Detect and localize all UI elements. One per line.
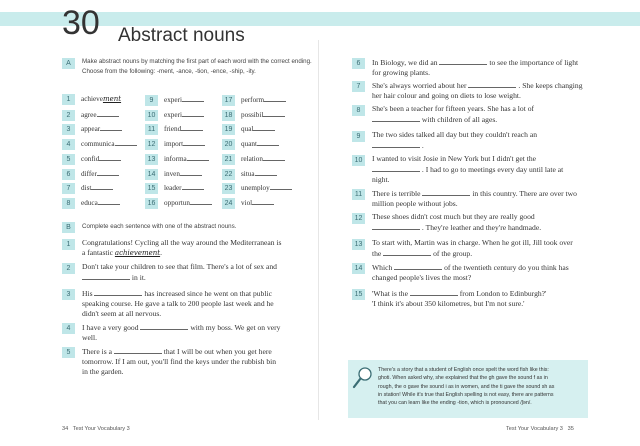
sentence-line [82,322,328,333]
sentence-text: her hair colour and going on diets to lose weight. [372,91,521,100]
sentence-line [82,248,328,258]
match-item [62,123,122,135]
sentence-line [372,57,618,68]
answer-blank[interactable] [410,288,458,296]
word-stem: communica [81,140,115,149]
answer-blank[interactable] [257,138,279,146]
sentence-line [82,288,328,299]
word-stem: experi [164,110,182,119]
item-number-badge: 24 [222,198,235,209]
sentence-text: Which [372,263,393,272]
answer-blank[interactable] [394,262,442,270]
match-item [222,109,285,121]
answer-blank[interactable] [94,288,142,296]
sentence-text: that I will be out when you get here [163,347,272,356]
answer-blank[interactable] [255,168,277,176]
sentence-text: She's always worried about her [372,81,467,90]
sentence-text: to see the importance of light [489,58,579,67]
item-number-badge: 21 [222,154,235,165]
word-stem: situa [241,169,255,178]
sentence-text: with children of all ages. [421,115,498,124]
sentence-line [372,68,618,78]
tip-line: There's a story that a student of English once spelt the word fish like this: [378,367,549,373]
left-page-number: 34 [62,426,69,432]
sentence-line [82,333,328,343]
item-number-badge: 11 [145,124,158,135]
word-stem: friend [164,125,182,134]
match-item [62,109,119,121]
item-number-badge: 3 [62,124,75,135]
word-stem: unemploy [241,184,270,193]
tip-line: in station! While it's true that English spelling is not easy, there are patterns [378,391,554,398]
sentence-text: for growing plants. [372,68,430,77]
match-item [222,168,277,180]
item-number-badge: 8 [62,198,75,209]
sentence-line [372,80,618,91]
word-stem: quant [241,140,257,149]
answer-blank[interactable] [372,164,420,172]
exercise-sentence [82,288,328,319]
sentence-text: in the garden. [82,367,124,376]
answer-blank[interactable] [181,123,203,131]
word-stem: confid [81,154,100,163]
match-item [222,94,286,106]
answer-blank[interactable] [253,123,275,131]
sentence-line [82,357,328,367]
item-number-badge: 5 [62,154,75,165]
answer-blank[interactable] [140,322,188,330]
sentence-text: a fantastic [82,248,113,257]
section-b-badge: B [62,222,75,233]
match-item [222,197,274,209]
exercise-sentence [372,130,618,151]
item-number-badge: 15 [145,183,158,194]
item-number-badge: 23 [222,183,235,194]
item-number-badge: 4 [62,323,75,334]
word-stem: educa [81,198,98,207]
tip-line: that you can learn like the ending -tion, which is pronounced /ʃən/. [378,400,532,407]
sentence-text: in this country. There are over two [472,189,577,198]
sentence-text: well. [82,333,97,342]
answer-blank[interactable] [182,109,204,117]
answer-blank[interactable] [383,248,431,256]
sentence-text: . [421,141,424,150]
sentence-text: Congratulations! Cycling all the way around the Mediterranean is [82,238,282,247]
item-number-badge: 9 [352,131,365,142]
sentence-line [372,238,618,248]
item-number-badge: 7 [352,81,365,92]
tip-text [378,366,582,407]
answer-blank[interactable] [264,94,286,102]
magnifier-icon [352,366,374,390]
sentence-text: There is a [82,347,112,356]
match-item [62,94,121,105]
answer-blank[interactable] [115,138,137,146]
match-item [145,94,204,106]
answer-blank[interactable] [263,153,285,161]
sentence-text: She's been a teacher for fifteen years. She has a lot of [372,104,535,113]
sentence-line [82,262,328,272]
handwritten-answer: ment [102,95,122,103]
item-number-badge: 16 [145,198,158,209]
item-number-badge: 12 [145,139,158,150]
sentence-line [372,175,618,185]
match-item [222,138,279,150]
word-stem: leader [164,184,182,193]
item-number-badge: 1 [62,239,75,250]
item-number-badge: 18 [222,110,235,121]
sentence-text: speaking course. He gave a talk to 200 people last week and he [82,299,274,308]
sentence-line [82,272,328,283]
answer-blank[interactable] [190,197,212,205]
word-stem: inven [164,169,180,178]
sentence-line [372,154,618,164]
answer-blank[interactable] [183,138,205,146]
sentence-text: These shoes didn't cost much but they are really good [372,212,535,221]
answer-blank[interactable] [182,94,204,102]
sentence-text: has increased since he went on that public [144,289,272,298]
item-number-badge: 6 [352,58,365,69]
sentence-text: in it. [131,273,146,282]
sentence-line [82,346,328,357]
footer-right [506,426,574,432]
sentence-text: Don't take your children to see that film. There's a lot of sex and [82,262,277,271]
exercise-sentence [82,262,328,283]
sentence-text: To start with, Martin was in charge. When he got ill, Jill took over [372,238,573,247]
match-item [62,138,137,150]
answer-blank[interactable] [372,140,420,148]
word-stem: informa [164,154,187,163]
sentence-line [82,238,328,248]
item-number-badge: 14 [352,263,365,274]
answer-blank[interactable] [468,80,516,88]
exercise-sentence [372,238,618,259]
match-item [145,138,205,150]
match-item [145,123,203,135]
word-stem: appear [81,125,101,134]
sentence-line [372,140,618,151]
match-item [62,153,121,165]
item-number-badge: 4 [62,139,75,150]
answer-blank[interactable] [114,346,162,354]
sentence-text: . [160,248,162,257]
sentence-line [372,212,618,222]
word-stem: experi [164,96,182,104]
sentence-text: million people without jobs. [372,199,458,208]
section-b-instruction: Complete each sentence with one of the abstract nouns. [82,223,237,230]
item-number-badge: 9 [145,95,158,106]
sentence-text: . I had to go to meetings every day until late at [421,165,564,174]
unit-number: 30 [62,4,100,42]
exercise-sentence [82,322,328,343]
sentence-line [82,367,328,377]
sentence-text: 'What is the [372,289,408,298]
sentence-line [372,248,618,259]
answer-blank[interactable] [98,197,120,205]
match-item [145,109,204,121]
sentence-line [372,288,618,299]
item-number-badge: 5 [62,347,75,358]
item-number-badge: 3 [62,289,75,300]
sentence-line [372,114,618,125]
item-number-badge: 7 [62,183,75,194]
exercise-sentence [372,80,618,101]
sentence-text: I wanted to visit Josie in New York but I didn't get the [372,154,536,163]
sentence-line [372,273,618,283]
item-number-badge: 22 [222,169,235,180]
sentence-text: His [82,289,93,298]
sentence-text: 'I think it's about 350 kilometres, but I'm not sure.' [372,299,525,308]
sentence-text: of the group. [433,249,473,258]
word-stem: dist [81,184,92,193]
sentence-text: didn't seem at all nervous. [82,309,162,318]
answer-blank[interactable] [91,182,113,190]
answer-blank[interactable] [439,57,487,65]
sentence-text: from London to Edinburgh?' [459,289,547,298]
unit-title: Abstract nouns [118,25,245,46]
item-number-badge: 17 [222,95,235,106]
item-number-badge: 8 [352,105,365,116]
item-number-badge: 10 [145,110,158,121]
item-number-badge: 2 [62,110,75,121]
answer-blank[interactable] [187,153,209,161]
exercise-sentence [372,104,618,125]
exercise-sentence [372,288,618,309]
item-number-badge: 6 [62,169,75,180]
answer-blank[interactable] [252,197,274,205]
right-page-number: 35 [567,426,574,432]
sentence-line [82,299,328,309]
exercise-sentence [82,238,328,258]
sentence-text: the [372,249,382,258]
exercise-sentence [372,262,618,283]
sentence-text: tomorrow. If I am out, you'll find the keys under the rubbish bin [82,357,277,366]
word-stem: import [164,140,184,149]
match-item [62,182,113,194]
sentence-text: with my boss. We get on very [190,323,281,332]
item-number-badge: 20 [222,139,235,150]
sentence-line [372,130,618,140]
answer-blank[interactable] [182,182,204,190]
answer-blank[interactable] [97,109,119,117]
match-item [145,168,202,180]
sentence-text: of the twentieth century do you think has [444,263,569,272]
sentence-line [372,199,618,209]
handwritten-answer: achievement [114,249,161,257]
exercise-sentence [372,57,618,78]
word-stem: agree [81,110,97,119]
exercise-sentence [372,188,618,209]
sentence-text: . They're leather and they're handmade. [421,223,542,232]
item-number-badge: 13 [352,239,365,250]
item-number-badge: 15 [352,289,365,300]
sentence-line [372,91,618,101]
match-item [145,197,212,209]
item-number-badge: 10 [352,155,365,166]
footer-left [62,426,130,432]
sentence-line [372,222,618,233]
word-stem: viol [241,198,253,207]
answer-blank[interactable] [372,222,420,230]
match-item [62,168,119,180]
answer-blank[interactable] [180,168,202,176]
answer-blank[interactable] [100,123,122,131]
item-number-badge: 1 [62,94,75,105]
left-book-title: Test Your Vocabulary 3 [72,426,130,432]
item-number-badge: 19 [222,124,235,135]
answer-blank[interactable] [263,109,285,117]
answer-blank[interactable] [82,272,130,280]
section-a-badge: A [62,58,75,69]
item-number-badge: 2 [62,263,75,274]
word-stem: qual [241,125,254,134]
word-stem: possibil [241,110,264,119]
tip-line: ghoti. When asked why, she explained that the gh gave the sound f as in [378,375,548,382]
sentence-line [372,299,618,309]
exercise-sentence [82,346,328,377]
answer-blank[interactable] [372,114,420,122]
item-number-badge: 12 [352,213,365,224]
answer-blank[interactable] [99,153,121,161]
sentence-text: In Biology, we did an [372,58,438,67]
sentence-text: night. [372,175,390,184]
item-number-badge: 14 [145,169,158,180]
sentence-line [82,309,328,319]
word-stem: relation [241,154,263,163]
match-item [145,182,204,194]
answer-blank[interactable] [422,188,470,196]
tip-line: rough, the o gave the sound i as in women, and the ti gave the sound sh as [378,383,555,390]
sentence-text: I have a very good [82,323,139,332]
sentence-line [372,262,618,273]
match-item [145,153,209,165]
match-item [222,123,275,135]
exercise-sentence [372,212,618,233]
word-stem: perform [241,96,265,104]
item-number-badge: 13 [145,154,158,165]
sentence-text: There is terrible [372,189,421,198]
exercise-sentence [372,154,618,185]
sentence-line [372,164,618,175]
item-number-badge: 11 [352,189,365,200]
answer-blank[interactable] [270,182,292,190]
right-book-title: Test Your Vocabulary 3 [506,426,563,432]
section-a-instruction: Make abstract nouns by matching the first part of each word with the correct ending. Choose from the following: -ment, -ance, -tion, -ence, -ship, -ity. [82,58,312,75]
match-item [222,153,285,165]
match-item [62,197,120,209]
sentence-text: . She keeps changing [518,81,583,90]
answer-blank[interactable] [97,168,119,176]
sentence-line [372,104,618,114]
sentence-text: The two sides talked all day but they couldn't reach an [372,130,538,139]
sentence-text: changed people's lives the most? [372,273,472,282]
word-stem: opportun [164,198,190,207]
word-stem: differ [81,169,97,178]
sentence-line [372,188,618,199]
match-item [222,182,292,194]
word-stem: achieve [81,95,103,103]
